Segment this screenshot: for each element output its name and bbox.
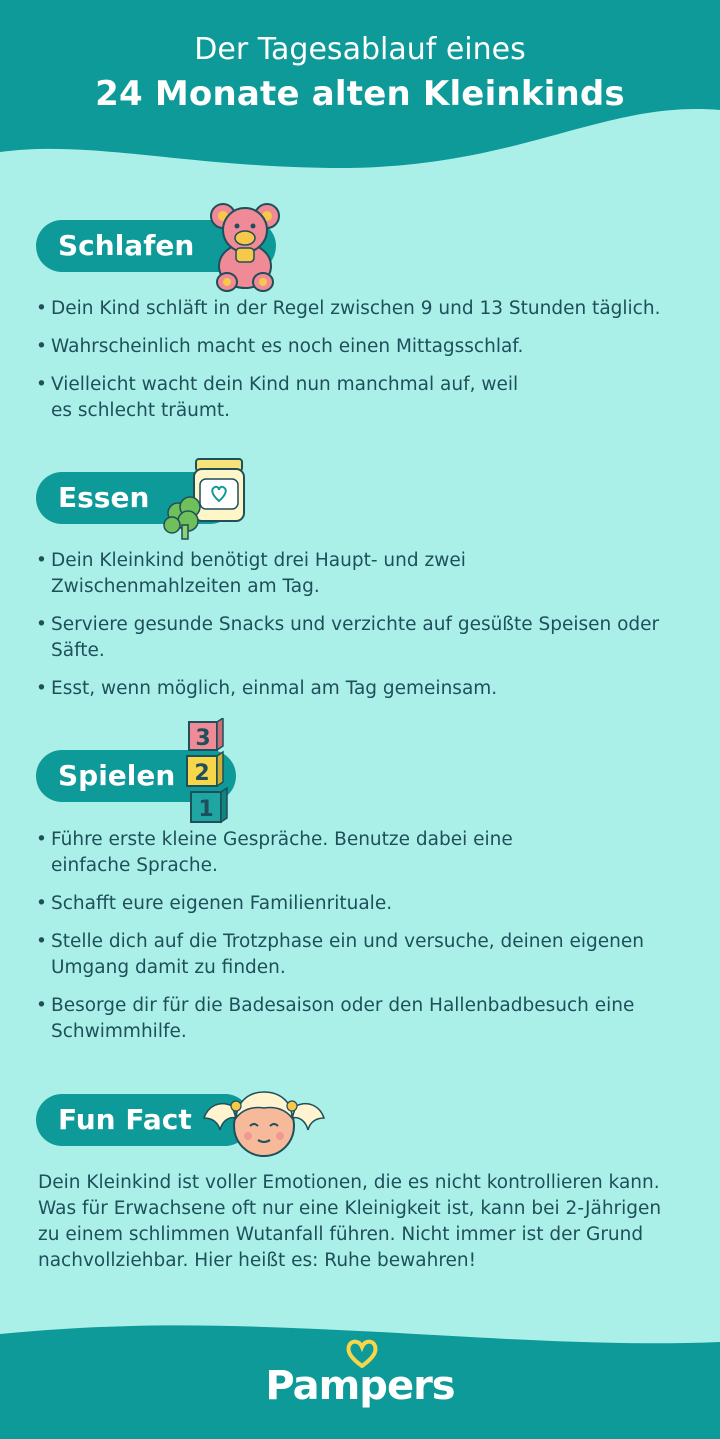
list-item: • Serviere gesunde Snacks und verzichte auf gesüßte Speisen oder Säfte. bbox=[36, 612, 661, 664]
title-line-1: Der Tagesablauf eines bbox=[194, 32, 526, 67]
block-number: 1 bbox=[198, 797, 214, 822]
pampers-logo: Pampers bbox=[265, 1363, 455, 1409]
list-item: • Dein Kleinkind benötigt drei Haupt- und zwei Zwischenmahlzeiten am Tag. bbox=[36, 548, 511, 600]
section-list bbox=[36, 827, 706, 1057]
teddy-bear-icon bbox=[205, 200, 285, 292]
toy-blocks-icon bbox=[183, 718, 229, 824]
header-banner bbox=[0, 0, 720, 190]
page-title bbox=[0, 30, 720, 118]
section-list bbox=[36, 548, 706, 714]
toddler-face-icon bbox=[202, 1084, 326, 1160]
list-item: • Esst, wenn möglich, einmal am Tag gemeinsam. bbox=[36, 676, 706, 702]
list-item: • Besorge dir für die Badesaison oder den Hallenbadbesuch eine Schwimmhilfe. bbox=[36, 993, 641, 1045]
section-list bbox=[36, 296, 706, 436]
section-heading: Fun Fact bbox=[58, 1103, 192, 1136]
list-item: • Führe erste kleine Gespräche. Benutze dabei eine einfache Sprache. bbox=[36, 827, 551, 879]
title-line-2: 24 Monate alten Kleinkinds bbox=[95, 74, 625, 114]
baby-food-jar-icon bbox=[160, 455, 250, 545]
list-item: • Schafft eure eigenen Familienrituale. bbox=[36, 891, 706, 917]
block-number: 2 bbox=[194, 761, 210, 786]
list-item: • Wahrscheinlich macht es noch einen Mittagsschlaf. bbox=[36, 334, 706, 360]
block-number: 3 bbox=[195, 726, 211, 751]
section-heading: Essen bbox=[58, 481, 150, 514]
list-item: • Vielleicht wacht dein Kind nun manchmal auf, weil es schlecht träumt. bbox=[36, 372, 521, 424]
list-item: • Stelle dich auf die Trotzphase ein und versuche, deinen eigenen Umgang damit zu finden. bbox=[36, 929, 691, 981]
section-heading: Schlafen bbox=[58, 229, 195, 262]
fun-fact-text: Dein Kleinkind ist voller Emotionen, die es nicht kontrollieren kann. Was für Erwachsene oft nur eine Kleinigkeit ist, kann bei 2-Jährigen zu einem schlimmen Wutanfall führen. Nicht immer ist der Grund nachvollziehbar. Hier heißt es: Ruhe bewahren! bbox=[38, 1172, 662, 1271]
section-heading: Spielen bbox=[58, 759, 176, 792]
list-item: • Dein Kind schläft in der Regel zwischen 9 und 13 Stunden täglich. bbox=[36, 296, 706, 322]
